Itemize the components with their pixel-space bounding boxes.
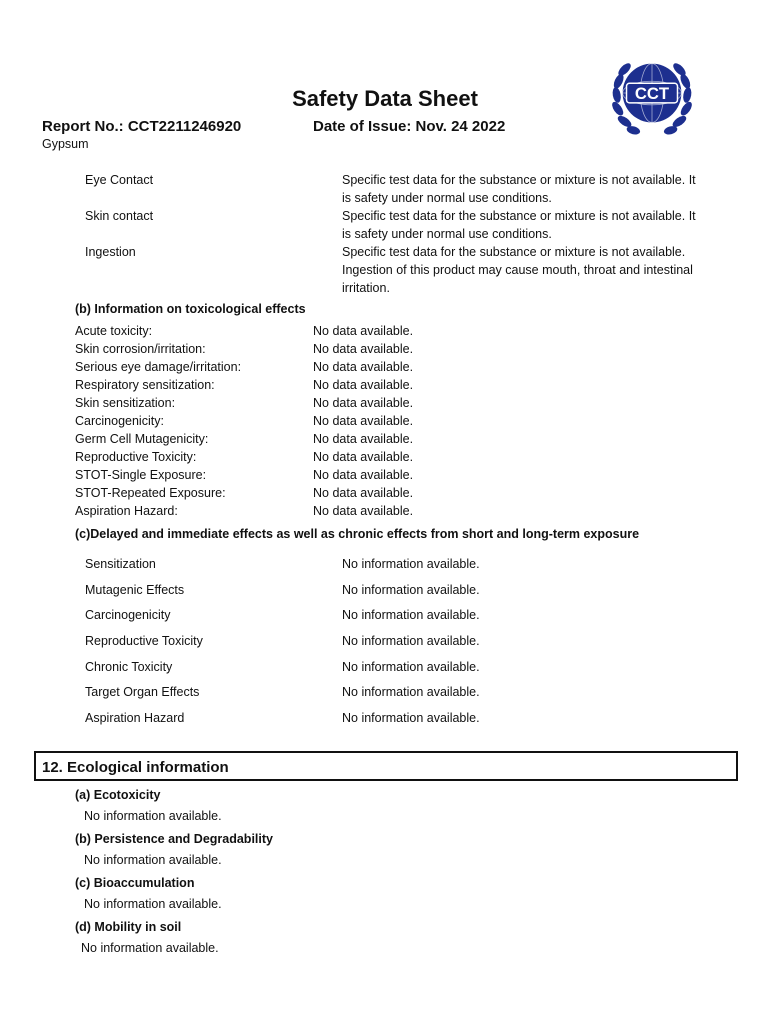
first-aid-label: Skin contact bbox=[85, 209, 154, 223]
first-aid-text: is safety under normal use conditions. bbox=[342, 191, 552, 205]
tox-value: No data available. bbox=[313, 378, 414, 392]
tox-label: Aspiration Hazard: bbox=[75, 504, 178, 518]
product-name: Gypsum bbox=[42, 137, 89, 151]
section-12-header bbox=[34, 751, 738, 781]
eco-subheading: (c) Bioaccumulation bbox=[75, 876, 195, 890]
effect-label: Sensitization bbox=[85, 557, 156, 571]
effect-value: No information available. bbox=[342, 660, 480, 674]
tox-value: No data available. bbox=[313, 414, 414, 428]
first-aid-label: Eye Contact bbox=[85, 173, 154, 187]
effect-label: Chronic Toxicity bbox=[85, 660, 173, 674]
effect-label: Reproductive Toxicity bbox=[85, 634, 203, 648]
tox-value: No data available. bbox=[313, 450, 414, 464]
tox-value: No data available. bbox=[313, 504, 414, 518]
tox-label: Reproductive Toxicity: bbox=[75, 450, 197, 464]
section-title: 12. Ecological information bbox=[42, 759, 229, 776]
eco-subheading: (a) Ecotoxicity bbox=[75, 788, 161, 802]
eco-text: No information available. bbox=[84, 809, 222, 823]
toxicological-heading: (b) Information on toxicological effects bbox=[75, 302, 306, 316]
first-aid-text: Ingestion of this product may cause mouth, throat and intestinal bbox=[342, 263, 693, 277]
eco-text: No information available. bbox=[84, 853, 222, 867]
first-aid-label: Ingestion bbox=[85, 245, 136, 259]
tox-value: No data available. bbox=[313, 324, 414, 338]
eco-text: No information available. bbox=[84, 897, 222, 911]
tox-label: Germ Cell Mutagenicity: bbox=[75, 432, 209, 446]
effect-value: No information available. bbox=[342, 634, 480, 648]
eco-subheading: (b) Persistence and Degradability bbox=[75, 832, 273, 846]
issue-date: Date of Issue: Nov. 24 2022 bbox=[313, 118, 506, 135]
tox-label: Skin corrosion/irritation: bbox=[75, 342, 206, 356]
tox-value: No data available. bbox=[313, 486, 414, 500]
tox-label: Acute toxicity: bbox=[75, 324, 153, 338]
first-aid-text: Specific test data for the substance or mixture is not available. It bbox=[342, 173, 696, 187]
logo-text: CCT bbox=[634, 83, 670, 103]
first-aid-text: Specific test data for the substance or mixture is not available. bbox=[342, 245, 686, 259]
eco-text: No information available. bbox=[81, 941, 219, 955]
tox-value: No data available. bbox=[313, 342, 414, 356]
effect-label: Target Organ Effects bbox=[85, 685, 200, 699]
first-aid-text: is safety under normal use conditions. bbox=[342, 227, 552, 241]
tox-value: No data available. bbox=[313, 360, 414, 374]
report-number: Report No.: CCT2211246920 bbox=[42, 118, 242, 135]
effect-value: No information available. bbox=[342, 557, 480, 571]
tox-label: STOT-Repeated Exposure: bbox=[75, 486, 226, 500]
eco-subheading: (d) Mobility in soil bbox=[75, 920, 182, 934]
first-aid-text: Specific test data for the substance or mixture is not available. It bbox=[342, 209, 696, 223]
tox-label: Respiratory sensitization: bbox=[75, 378, 215, 392]
first-aid-text: irritation. bbox=[342, 281, 390, 295]
tox-value: No data available. bbox=[313, 468, 414, 482]
effect-label: Carcinogenicity bbox=[85, 608, 171, 622]
effect-value: No information available. bbox=[342, 711, 480, 725]
tox-value: No data available. bbox=[313, 432, 414, 446]
tox-label: Carcinogenicity: bbox=[75, 414, 164, 428]
delayed-effects-heading: (c)Delayed and immediate effects as well as chronic effects from short and long-term exposure bbox=[75, 527, 640, 541]
effect-value: No information available. bbox=[342, 685, 480, 699]
effect-label: Mutagenic Effects bbox=[85, 583, 185, 597]
tox-value: No data available. bbox=[313, 396, 414, 410]
effect-value: No information available. bbox=[342, 608, 480, 622]
tox-label: Skin sensitization: bbox=[75, 396, 176, 410]
page-title: Safety Data Sheet bbox=[292, 86, 478, 111]
tox-label: STOT-Single Exposure: bbox=[75, 468, 207, 482]
tox-label: Serious eye damage/irritation: bbox=[75, 360, 242, 374]
effect-value: No information available. bbox=[342, 583, 480, 597]
effect-label: Aspiration Hazard bbox=[85, 711, 185, 725]
cct-logo bbox=[603, 46, 701, 144]
